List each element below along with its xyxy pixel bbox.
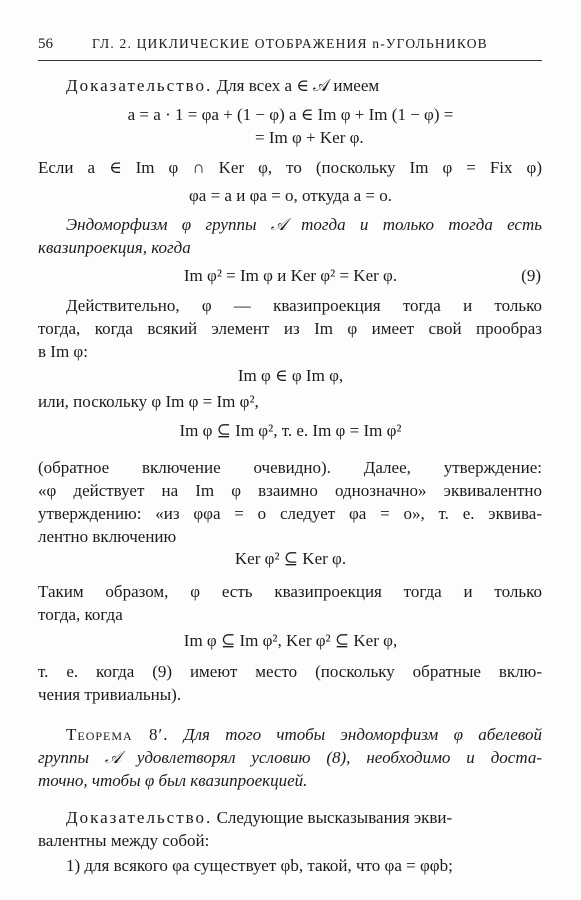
proof-line-1: [66, 76, 379, 96]
proof-2-line-1: [66, 808, 452, 828]
formula-5: Im φ ∈ φ Im φ,: [237, 366, 344, 385]
formula-7: Ker φ² ⊆ Ker φ.: [234, 549, 347, 568]
text-line-if: Если a ∈ Im φ ∩ Ker φ, то (поскольку Im φ = Fix φ): [38, 158, 542, 177]
paragraph-line-8: лентно включению: [38, 527, 177, 546]
theorem-line-3: точно, чтобы φ был квазипроекцией.: [38, 771, 308, 790]
header-rule: [38, 60, 542, 61]
page-number: 56: [38, 36, 53, 52]
paragraph-line-4: или, поскольку φ Im φ = Im φ²,: [38, 392, 259, 411]
proof-2-label: Доказательство.: [66, 808, 213, 827]
theorem-label: Теорема 8′.: [66, 725, 169, 744]
paragraph-line-11: т. е. когда (9) имеют место (поскольку обратные вклю-: [38, 662, 542, 681]
running-head: ГЛ. 2. ЦИКЛИЧЕСКИЕ ОТОБРАЖЕНИЯ n-УГОЛЬНИКОВ: [92, 36, 488, 51]
paragraph-line-9: Таким образом, φ есть квазипроекция тогда и только: [38, 582, 542, 601]
formula-6: Im φ ⊆ Im φ², т. е. Im φ = Im φ²: [179, 421, 402, 440]
theorem-line-1: [66, 725, 542, 745]
paragraph-line-1: Действительно, φ — квазипроекция тогда и только: [66, 296, 542, 315]
statement-line-2: квазипроекция, когда: [38, 238, 191, 257]
formula-3: φa = a и φa = o, откуда a = o.: [188, 186, 392, 205]
proof-line-1-text: Для всех a ∈ 𝒜 имеем: [216, 76, 380, 95]
proof-label: Доказательство.: [66, 76, 213, 95]
proof-2-line-3: 1) для всякого φa существует φb, такой, что φa = φφb;: [66, 856, 453, 875]
formula-8: Im φ ⊆ Im φ², Ker φ² ⊆ Ker φ,: [183, 631, 398, 650]
formula-2: = Im φ + Ker φ.: [255, 128, 364, 147]
formula-4: Im φ² = Im φ и Ker φ² = Ker φ.: [183, 266, 398, 285]
proof-2-line-1-text: Следующие высказывания экви-: [216, 808, 453, 827]
statement-line-1: Эндоморфизм φ группы 𝒜 тогда и только тогда есть: [66, 215, 542, 234]
theorem-line-2: группы 𝒜 удовлетворял условию (8), необходимо и доста-: [38, 748, 542, 767]
formula-1: a = a · 1 = φa + (1 − φ) a ∈ Im φ + Im (1 − φ) =: [127, 105, 454, 124]
paragraph-line-2: тогда, когда всякий элемент из Im φ имеет свой прообраз: [38, 319, 542, 338]
paragraph-line-5: (обратное включение очевидно). Далее, утверждение:: [38, 458, 542, 477]
equation-number-9: (9): [521, 266, 541, 285]
paragraph-line-3: в Im φ:: [38, 342, 88, 361]
paragraph-line-12: чения тривиальны).: [38, 685, 182, 704]
proof-2-line-2: валентны между собой:: [38, 831, 210, 850]
paragraph-line-10: тогда, когда: [38, 605, 123, 624]
paragraph-line-6: «φ действует на Im φ взаимно однозначно» эквивалентно: [38, 481, 542, 500]
paragraph-line-7: утверждению: «из φφa = o следует φa = o», т. е. эквива-: [38, 504, 542, 523]
theorem-line-1-text: Для того чтобы эндоморфизм φ абелевой: [183, 725, 542, 744]
